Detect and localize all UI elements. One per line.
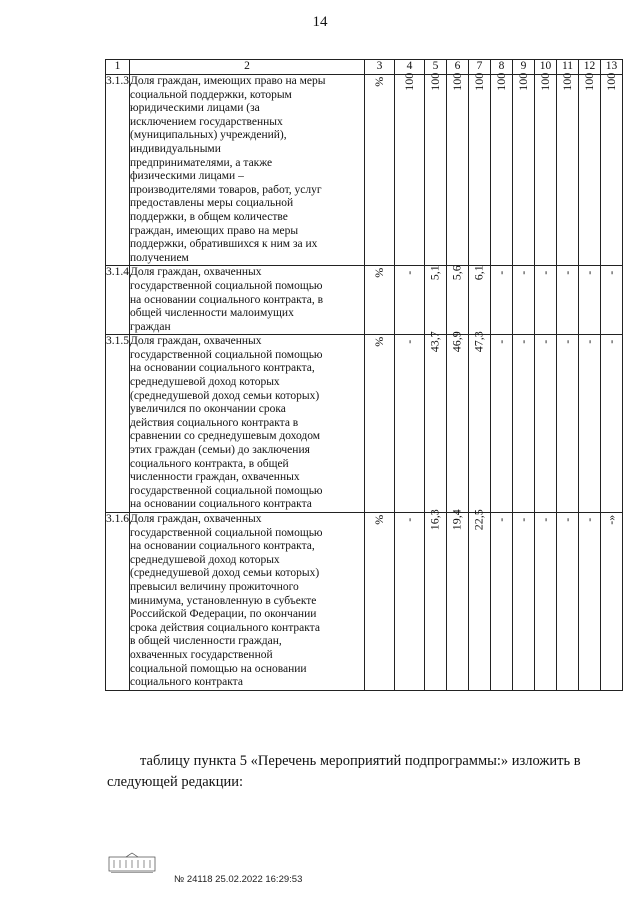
value-cell [601,266,623,335]
description-line: (муниципальных) учреждений), [130,129,287,142]
cell-value: - [581,340,596,345]
table-row [106,266,623,335]
cell-value: 100 [537,72,552,91]
registry-stamp-icon [108,852,158,874]
cell-value: - [401,271,416,276]
value-cell [557,513,579,691]
cell-value: - [537,271,552,276]
document-footer [108,852,348,892]
description-line: физическими лицами – [130,170,244,183]
header-cell: 8 [491,60,513,75]
unit-cell [365,335,395,513]
header-cell: 6 [447,60,469,75]
value-cell [395,335,425,513]
value-cell [447,331,469,513]
page-number: 14 [312,14,328,30]
header-cell: 7 [469,60,491,75]
description-line: граждан [130,320,171,333]
row-number: 3.1.6 [106,513,130,691]
value-cell [469,72,491,266]
header-cell: 11 [557,60,579,75]
description-line: социальной поддержки, которым [130,88,292,101]
unit-value: % [371,337,386,348]
description-line: государственной социальной помощью [130,526,323,539]
unit-cell [365,75,395,266]
description-line: Доля граждан, охваченных [130,335,262,348]
cell-value: 19,4 [449,509,464,531]
value-cell [579,335,601,513]
cell-value: - [581,517,596,522]
cell-value: - [559,271,574,276]
value-cell [601,513,623,691]
cell-value: -» [603,514,618,525]
description-line: граждан, имеющих право на меры [130,224,299,237]
description-line: на основании социального контракта [130,498,312,511]
cell-value: 100 [559,72,574,91]
cell-value: 100 [493,72,508,91]
cell-value: - [401,517,416,522]
cell-value: - [559,340,574,345]
cell-value: - [401,340,416,345]
description-line: производителями товаров, работ, услуг [130,183,322,196]
cell-value: 5,1 [427,265,442,281]
description-line: численности граждан, охваченных [130,471,300,484]
description-line: юридическими лицами (за [130,102,260,115]
description-line: предпринимателями, а также [130,156,273,169]
cell-value: - [515,340,530,345]
row-number: 3.1.4 [106,266,130,335]
value-cell [601,72,623,266]
cell-value: - [493,271,508,276]
description-line: среднедушевой доход которых [130,376,280,389]
value-cell [447,266,469,335]
value-cell [535,335,557,513]
value-cell [469,509,491,691]
cell-value: - [537,340,552,345]
header-cell: 10 [535,60,557,75]
cell-value: - [603,271,618,276]
description-line: государственной социальной помощью [130,348,323,361]
description-line: Доля граждан, охваченных [130,513,262,525]
cell-value: - [559,517,574,522]
table-row [106,335,623,513]
description-line: на основании социального контракта, [130,362,315,375]
value-cell [491,335,513,513]
indicators-table [105,59,623,691]
value-cell [491,266,513,335]
value-cell [513,335,535,513]
cell-value: 100 [401,72,416,91]
description-line: исключением государственных [130,115,283,128]
body-paragraph-line: таблицу пункта 5 «Перечень мероприятий подпрограммы:» изложить в [140,753,581,769]
value-cell [601,335,623,513]
header-cell: 9 [513,60,535,75]
description-line: Доля граждан, охваченных [130,266,262,279]
value-cell [447,72,469,266]
cell-value: - [581,271,596,276]
indicator-description [130,266,365,335]
description-line: государственной социальной помощью [130,484,323,497]
description-line: в общей численности граждан, [130,635,282,648]
description-line: получением [130,251,189,264]
unit-cell [365,513,395,691]
description-line: социального контракта [130,676,243,689]
cell-value: 100 [471,72,486,91]
cell-value: - [515,271,530,276]
value-cell [425,331,447,513]
description-line: (среднедушевой доход семьи которых) [130,567,320,580]
description-line: сравнении со среднедушевым доходом [130,430,321,443]
header-cell: 1 [106,60,130,75]
description-line: срока действия социального контракта [130,621,320,634]
unit-cell [365,266,395,335]
value-cell [469,331,491,513]
value-cell [425,509,447,691]
description-line: индивидуальными [130,142,221,155]
row-number: 3.1.3 [106,75,130,266]
cell-value: 46,9 [449,331,464,353]
description-line: государственной социальной помощью [130,279,323,292]
description-line: предоставлены меры социальной [130,197,294,210]
indicator-description [130,335,365,513]
body-paragraph-line: следующей редакции: [107,774,244,790]
cell-value: 47,3 [471,331,486,353]
value-cell [469,266,491,335]
cell-value: - [537,517,552,522]
header-cell: 5 [425,60,447,75]
value-cell [579,513,601,691]
value-cell [395,266,425,335]
value-cell [513,266,535,335]
description-line: Российской Федерации, по окончании [130,608,317,621]
unit-value: % [371,268,386,279]
cell-value: 100 [427,72,442,91]
registration-stamp: № 24118 25.02.2022 16:29:53 [174,874,303,885]
value-cell [535,266,557,335]
description-line: на основании социального контракта, [130,540,315,553]
description-line: Доля граждан, имеющих право на меры [130,75,326,87]
value-cell [513,513,535,691]
value-cell [447,509,469,691]
cell-value: - [493,517,508,522]
value-cell [557,72,579,266]
cell-value: 22,5 [471,509,486,531]
description-line: социального контракта, в общей [130,457,289,470]
header-cell: 3 [365,60,395,75]
description-line: превысил величину прожиточного [130,580,299,593]
cell-value: 6,1 [471,265,486,281]
unit-value: % [371,76,386,87]
header-cell: 2 [130,60,365,75]
header-cell: 13 [601,60,623,75]
value-cell [395,72,425,266]
value-cell [557,266,579,335]
header-cell: 12 [579,60,601,75]
description-line: действия социального контракта в [130,416,299,429]
value-cell [513,72,535,266]
value-cell [579,72,601,266]
cell-value: 16,3 [427,509,442,531]
description-line: минимума, установленную в субъекте [130,594,317,607]
cell-value: - [515,517,530,522]
description-line: на основании социального контракта, в [130,293,324,306]
indicator-description [130,513,365,691]
cell-value: 100 [449,72,464,91]
value-cell [425,266,447,335]
cell-value: 100 [581,72,596,91]
cell-value: 5,6 [449,265,464,281]
description-line: этих граждан (семьи) до заключения [130,444,310,457]
cell-value: - [603,340,618,345]
value-cell [395,513,425,691]
table-row [106,75,623,266]
description-line: поддержки, обратившихся к ним за их [130,238,318,251]
value-cell [535,513,557,691]
description-line: среднедушевой доход которых [130,553,280,566]
cell-value: 100 [603,72,618,91]
description-line: поддержки, в общем количестве [130,210,288,223]
value-cell [557,335,579,513]
cell-value: 43,7 [427,331,442,353]
description-line: общей численности малоимущих [130,307,294,320]
description-line: охваченных государственной [130,648,273,661]
value-cell [491,72,513,266]
value-cell [535,72,557,266]
indicator-description [130,75,365,266]
value-cell [491,513,513,691]
unit-value: % [371,514,386,525]
value-cell [425,72,447,266]
cell-value: - [493,340,508,345]
description-line: увеличился по окончании срока [130,403,286,416]
row-number: 3.1.5 [106,335,130,513]
header-cell: 4 [395,60,425,75]
description-line: (среднедушевой доход семьи которых) [130,389,320,402]
cell-value: 100 [515,72,530,91]
table-row [106,513,623,691]
description-line: социальной помощью на основании [130,662,307,675]
value-cell [579,266,601,335]
